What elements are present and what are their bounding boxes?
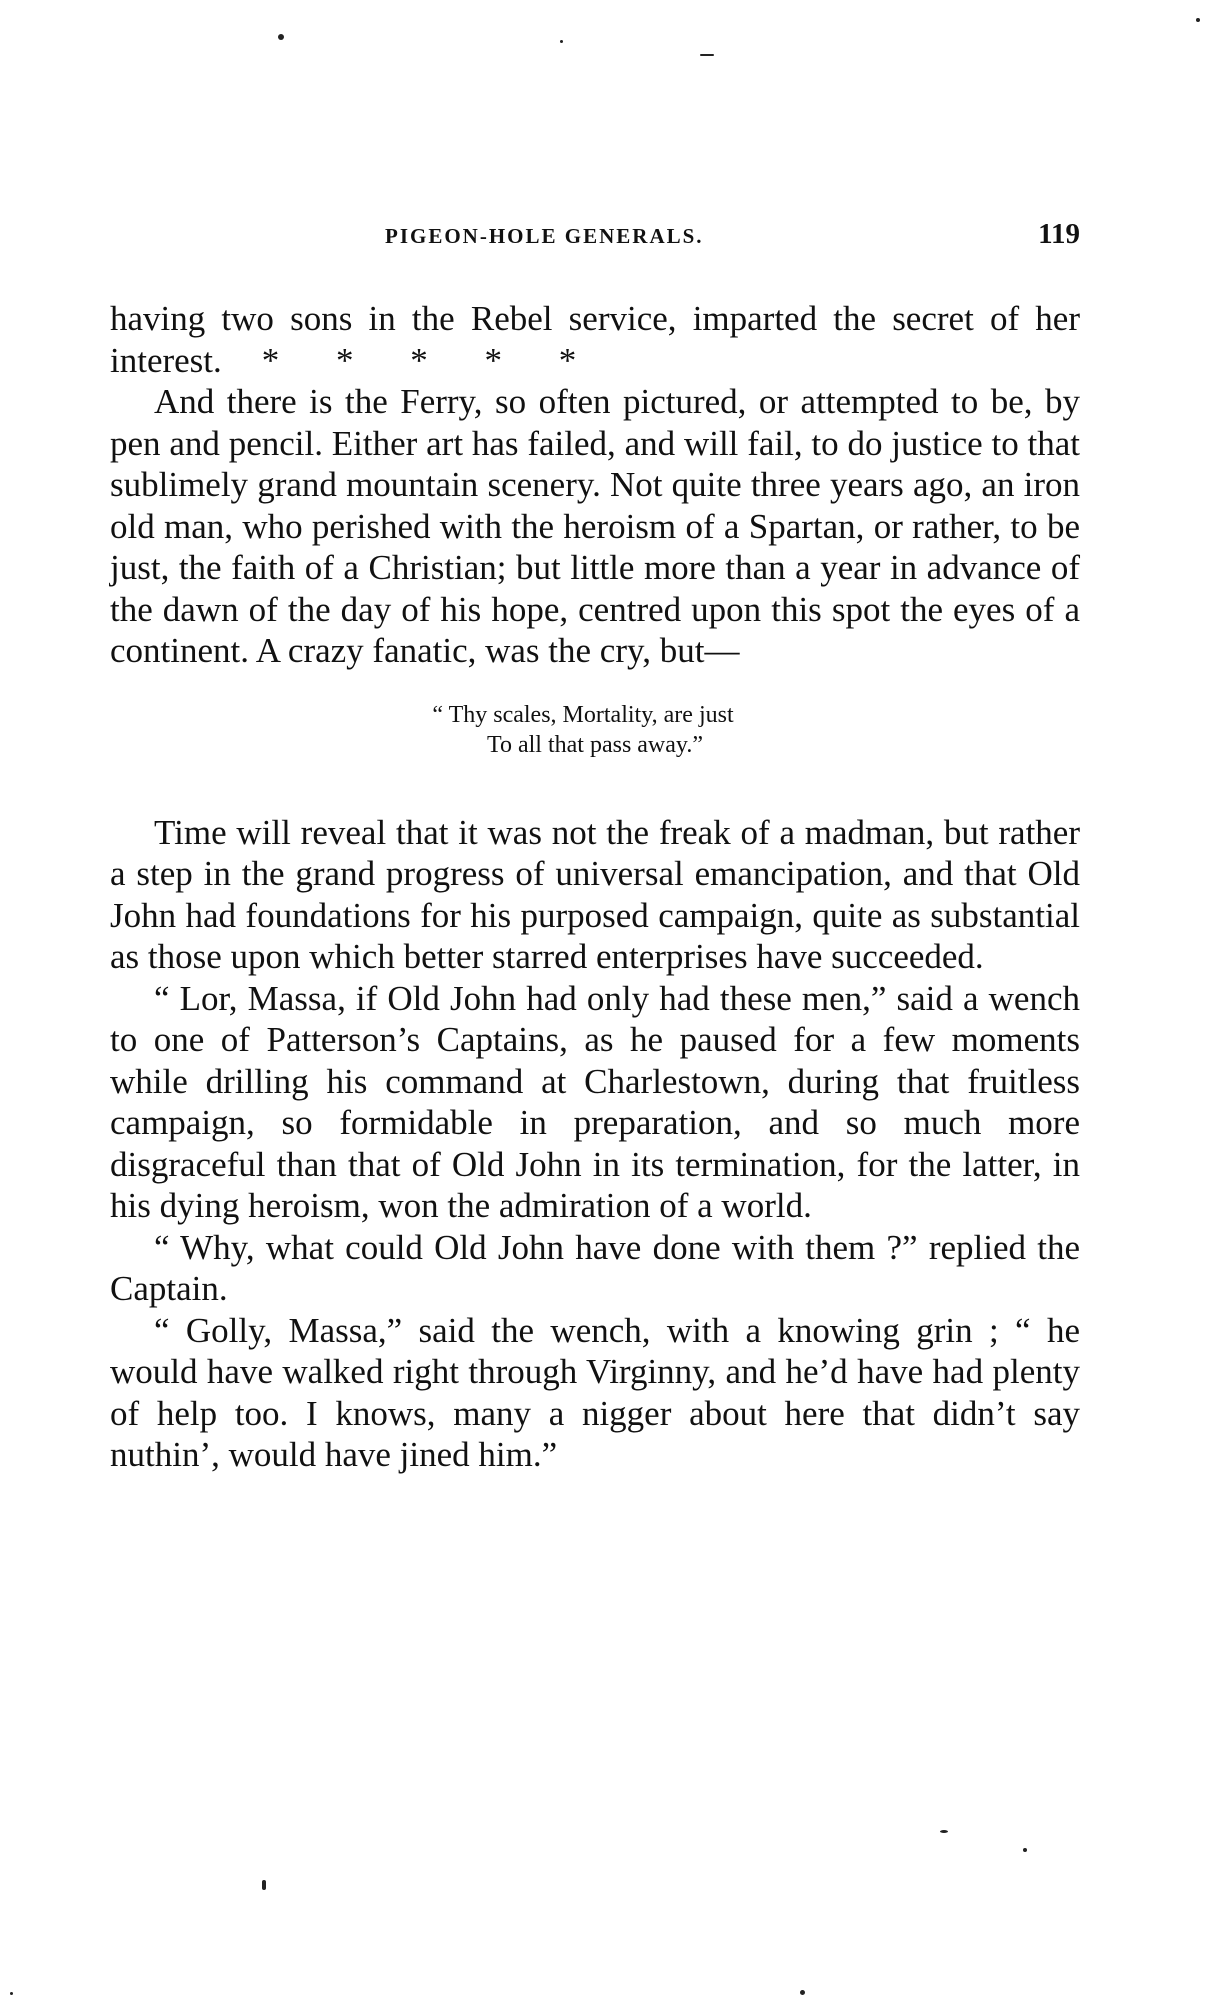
scan-speck bbox=[800, 1990, 805, 1995]
verse-line-1: “ Thy scales, Mortality, are just bbox=[432, 701, 734, 728]
scan-speck bbox=[700, 54, 714, 56]
paragraph-4: “ Lor, Massa, if Old John had only had these men,” said a wench to one of Patterson’s Captains, as he paused for a few moments while drilling his command at Charlestown, during that fruitless campaign, so formidable in preparation, and so much more disgraceful than that of Old John in its termination, for the latter, in his dying heroism, won the admiration of a world. bbox=[110, 978, 1080, 1225]
paragraph-2: And there is the Ferry, so often pictured, or attempted to be, by pen and pencil. Either art has failed, and will fail, to do justice to that sublimely grand mountain scenery. Not quite three years ago, an iron old man, who perished with the heroism of a Spartan, or rather, to be just, the faith of a Christian; but little more than a year in advance of the dawn of the day of his hope, centred upon this spot the eyes of a continent. A crazy fanatic, was the cry, but— bbox=[110, 382, 1080, 670]
scan-speck bbox=[1023, 1848, 1027, 1852]
paragraph-1 bbox=[110, 298, 1080, 381]
scan-speck bbox=[1196, 18, 1200, 22]
verse-line-2: To all that pass away.” bbox=[486, 731, 704, 758]
scan-speck bbox=[278, 34, 284, 40]
scan-speck bbox=[262, 1880, 266, 1890]
paragraph-1-text: having two sons in the Rebel service, imparted the secret of her interest. bbox=[110, 299, 1080, 380]
scan-speck bbox=[940, 1830, 948, 1833]
paragraph-6: “ Golly, Massa,” said the wench, with a knowing grin ; “ he would have walked right through Virginny, and he’d have had plenty of help too. I knows, many a nigger about here that didn’t say nuthin’, would have jined him.” bbox=[110, 1310, 1080, 1474]
section-break-asterisks: * * * * * bbox=[261, 340, 577, 380]
paragraph-5: “ Why, what could Old John have done with them ?” replied the Captain. bbox=[110, 1227, 1080, 1308]
verse-quotation bbox=[110, 700, 1080, 760]
running-title: PIGEON-HOLE GENERALS. bbox=[385, 224, 704, 248]
page-number: 119 bbox=[1038, 218, 1080, 250]
page-header bbox=[110, 218, 1080, 258]
scan-speck bbox=[10, 1992, 13, 1995]
paragraph-3: Time will reveal that it was not the freak of a madman, but rather a step in the grand progress of universal emancipation, and that Old John had foundations for his purposed campaign, quite as substantial as those upon which better starred enterprises have succeeded. bbox=[110, 812, 1080, 976]
body-text bbox=[110, 298, 1080, 1476]
scan-speck bbox=[560, 40, 563, 43]
